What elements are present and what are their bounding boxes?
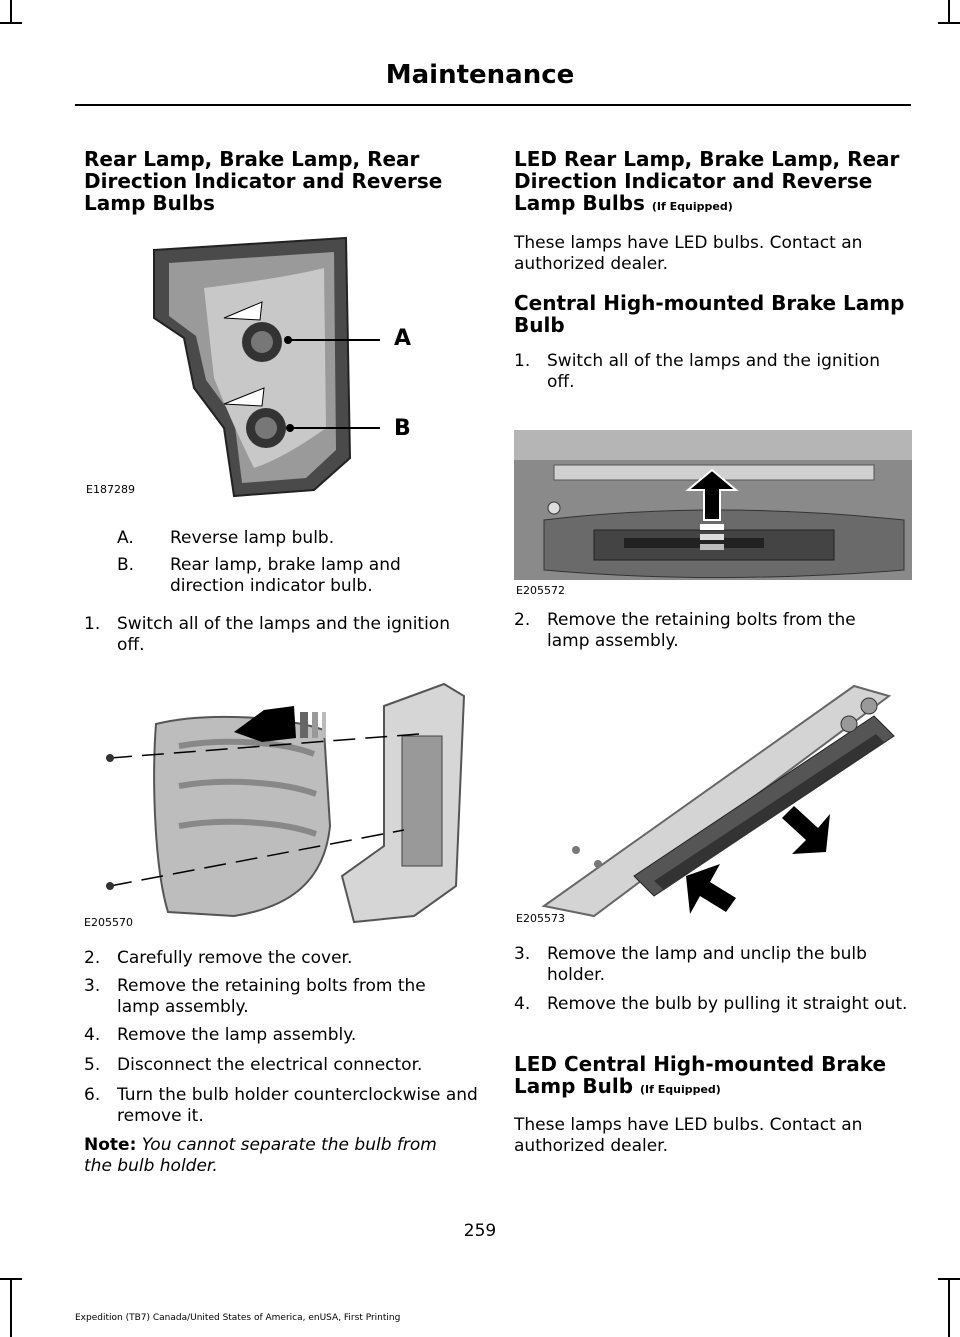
section-heading: Rear Lamp, Brake Lamp, Rear Direction Indicator and Reverse Lamp Bulbs (84, 147, 443, 215)
step-number: 3. (514, 944, 531, 964)
step-number: 4. (514, 994, 531, 1014)
legend-key: A. (117, 528, 134, 548)
step-number: 6. (84, 1085, 101, 1105)
page-title: Maintenance (385, 60, 575, 90)
step-text: Remove the lamp and unclip the bulb holder. (547, 944, 867, 985)
step-number: 2. (514, 610, 531, 630)
legend-key: B. (117, 555, 135, 575)
figure-code: E205573 (516, 912, 565, 925)
header-rule (75, 104, 911, 106)
figure-code: E205570 (84, 916, 133, 929)
step-number: 1. (84, 614, 101, 634)
note-label: Note: (84, 1135, 137, 1155)
legend-text: Rear lamp, brake lamp and direction indicator bulb. (170, 555, 401, 596)
callout-a: A (394, 326, 412, 351)
cover-removal-illustration (84, 676, 474, 930)
figure-code: E205572 (516, 584, 565, 597)
heading-text: LED Rear Lamp, Brake Lamp, Rear Direction Indicator and Reverse Lamp Bulbs (514, 147, 900, 215)
figure-code: E187289 (86, 483, 135, 496)
edition-footer: Expedition (TB7) Canada/United States of America, enUSA, First Printing (75, 1313, 401, 1323)
tail-lamp-illustration (84, 228, 468, 500)
step-text: Remove the bulb by pulling it straight out. (547, 994, 908, 1014)
crop-mark (10, 0, 12, 22)
crop-mark (0, 22, 22, 24)
step-text: Disconnect the electrical connector. (117, 1055, 423, 1075)
crop-mark (948, 0, 950, 22)
step-number: 4. (84, 1025, 101, 1045)
crop-mark (948, 1278, 950, 1337)
page-number: 259 (463, 1221, 497, 1241)
step-text: Switch all of the lamps and the ignition off. (117, 614, 450, 655)
note-text: You cannot separate the bulb from the bulb holder. (84, 1135, 437, 1176)
section-heading: Central High-mounted Brake Lamp Bulb (514, 291, 905, 337)
step-text: Remove the retaining bolts from the lamp assembly. (117, 976, 426, 1017)
step-text: Remove the lamp assembly. (117, 1025, 357, 1045)
note (84, 1135, 469, 1177)
step-text: Switch all of the lamps and the ignition off. (547, 351, 880, 392)
heading-suffix: (If Equipped) (651, 200, 733, 213)
lamp-assembly-illustration (514, 676, 912, 926)
step-number: 3. (84, 976, 101, 996)
figure-high-mount-lamp (514, 420, 912, 600)
heading-text: LED Central High-mounted Brake Lamp Bulb (514, 1052, 887, 1098)
heading-suffix: (If Equipped) (639, 1083, 721, 1096)
step-number: 2. (84, 948, 101, 968)
paragraph: These lamps have LED bulbs. Contact an authorized dealer. (514, 1115, 863, 1156)
section-heading (514, 1053, 914, 1101)
figure-lamp-assembly (514, 676, 912, 926)
legend-text: Reverse lamp bulb. (170, 528, 335, 548)
paragraph: These lamps have LED bulbs. Contact an authorized dealer. (514, 233, 863, 274)
crop-mark (10, 1278, 12, 1337)
crop-mark (938, 22, 960, 24)
high-mount-lamp-illustration (514, 420, 912, 600)
section-heading (514, 148, 914, 218)
step-number: 5. (84, 1055, 101, 1075)
step-text: Carefully remove the cover. (117, 948, 353, 968)
step-text: Turn the bulb holder counterclockwise and remove it. (117, 1085, 478, 1126)
figure-lamp-cover-removal (84, 676, 474, 930)
figure-tail-lamp-rear (84, 228, 468, 500)
step-text: Remove the retaining bolts from the lamp assembly. (547, 610, 856, 651)
callout-b: B (394, 416, 411, 441)
step-number: 1. (514, 351, 531, 371)
